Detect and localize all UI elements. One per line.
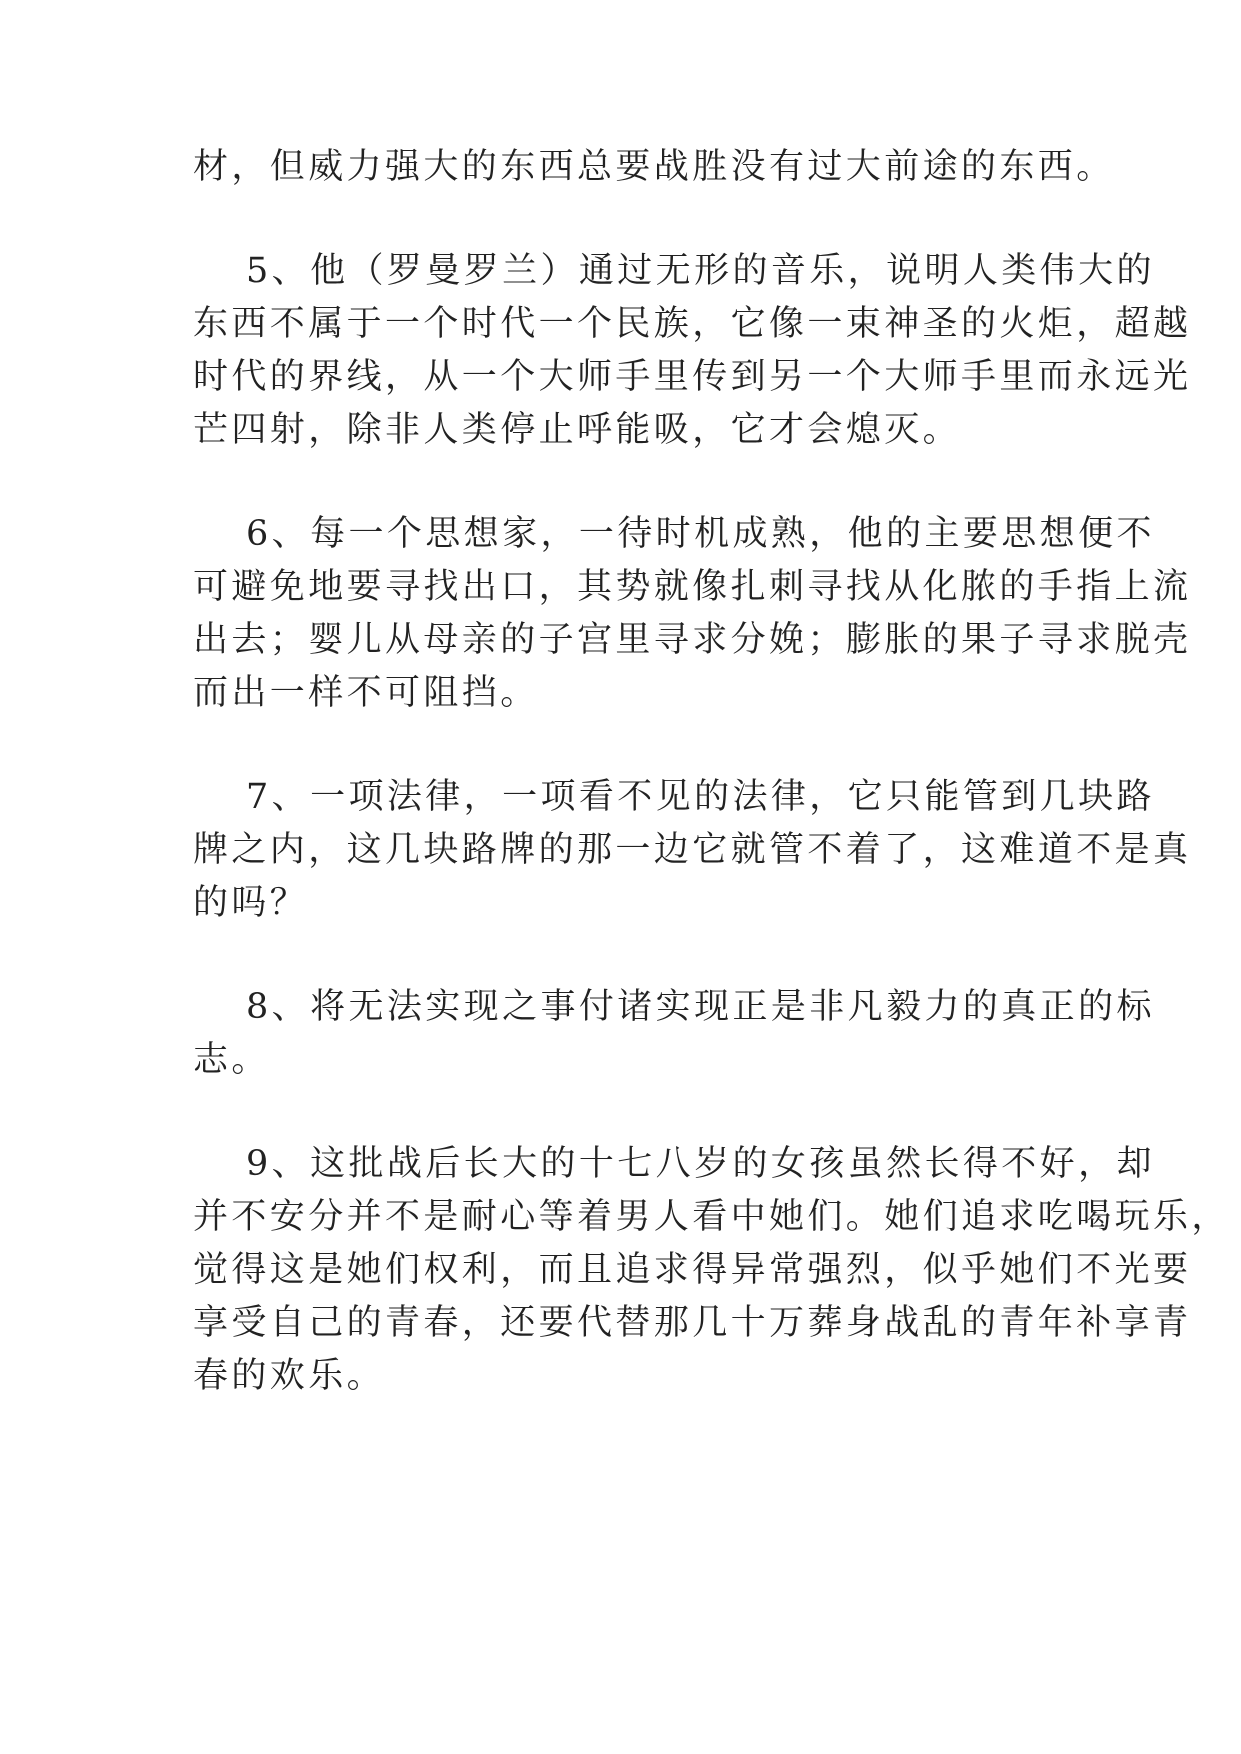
- text-line: 而出一样不可阻挡。: [193, 673, 539, 713]
- text-line: 材，但威力强大的东西总要战胜没有过大前途的东西。: [193, 147, 1115, 187]
- text-line: 9、这批战后长大的十七八岁的女孩虽然长得不好，却: [246, 1144, 1155, 1184]
- text-line: 时代的界线，从一个大师手里传到另一个大师手里而永远光: [193, 357, 1192, 397]
- text-line: 志。: [193, 1040, 270, 1080]
- text-line: 可避免地要寻找出口，其势就像扎刺寻找从化脓的手指上流: [193, 567, 1192, 607]
- text-line: 6、每一个思想家，一待时机成熟，他的主要思想便不: [246, 514, 1155, 554]
- text-line: 并不安分并不是耐心等着男人看中她们。她们追求吃喝玩乐，: [193, 1197, 1230, 1237]
- text-line: 8、将无法实现之事付诸实现正是非凡毅力的真正的标: [246, 987, 1155, 1027]
- text-line: 春的欢乐。: [193, 1356, 386, 1396]
- text-line: 东西不属于一个时代一个民族，它像一束神圣的火炬，超越: [193, 304, 1192, 344]
- text-line: 出去；婴儿从母亲的子宫里寻求分娩；膨胀的果子寻求脱壳: [193, 620, 1192, 660]
- text-line: 的吗？: [193, 883, 309, 923]
- text-line: 芒四射，除非人类停止呼能吸，它才会熄灭。: [193, 410, 962, 450]
- text-line: 觉得这是她们权利，而且追求得异常强烈，似乎她们不光要: [193, 1250, 1192, 1290]
- text-line: 5、他（罗曼罗兰）通过无形的音乐，说明人类伟大的: [246, 251, 1155, 291]
- text-line: 牌之内，这几块路牌的那一边它就管不着了，这难道不是真: [193, 830, 1192, 870]
- text-line: 享受自己的青春，还要代替那几十万葬身战乱的青年补享青: [193, 1303, 1192, 1343]
- text-line: 7、一项法律，一项看不见的法律，它只能管到几块路: [246, 777, 1155, 817]
